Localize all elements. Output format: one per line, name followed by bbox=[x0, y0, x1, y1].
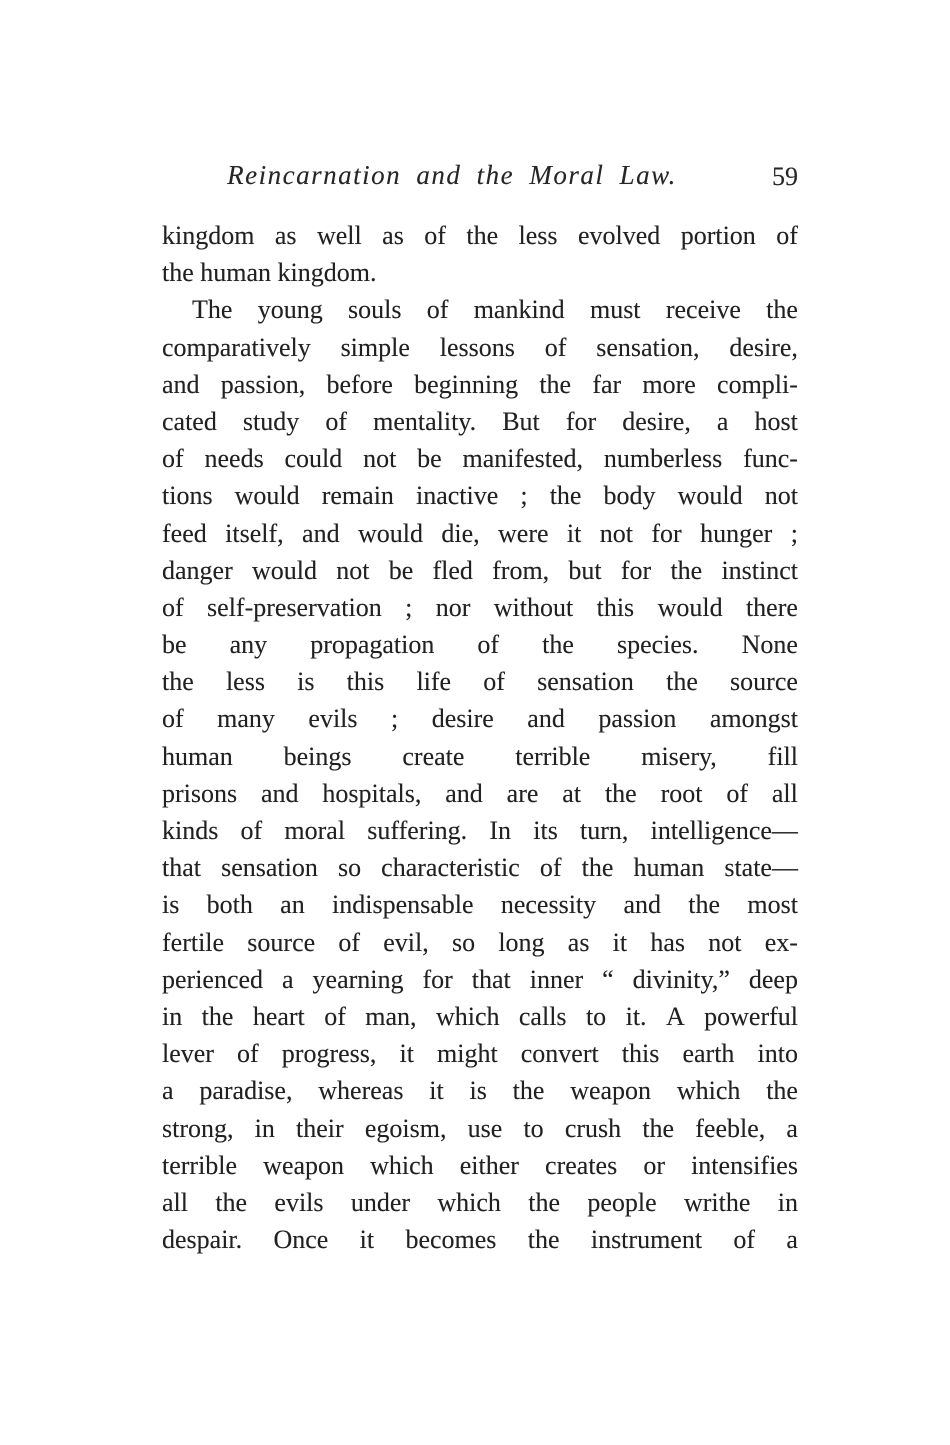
header-title: Reincarnation and the Moral Law. bbox=[227, 160, 677, 190]
running-header bbox=[162, 160, 798, 194]
text-line: The young souls of mankind must receive the bbox=[192, 295, 798, 325]
text-line: strong, in their egoism, use to crush the feeble, a bbox=[162, 1113, 798, 1143]
text-line: lever of progress, it might convert this earth into bbox=[162, 1039, 798, 1069]
text-line: kingdom as well as of the less evolved portion of bbox=[162, 221, 798, 250]
text-line: human beings create terrible misery, fill bbox=[162, 741, 798, 771]
text-line: perienced a yearning for that inner “ divinity,” deep bbox=[162, 964, 798, 994]
text-line: that sensation so characteristic of the human state— bbox=[162, 853, 798, 883]
text-line: feed itself, and would die, were it not for hunger ; bbox=[162, 518, 798, 548]
text-line: and passion, before beginning the far more compli- bbox=[162, 369, 798, 399]
text-line: be any propagation of the species. None bbox=[162, 630, 798, 660]
text-line: of self-preservation ; nor without this would there bbox=[162, 592, 798, 622]
text-line: the human kingdom. bbox=[162, 258, 377, 288]
text-line: tions would remain inactive ; the body would not bbox=[162, 481, 798, 511]
text-line: terrible weapon which either creates or intensifies bbox=[162, 1150, 798, 1180]
text-line: is both an indispensable necessity and the most bbox=[162, 890, 798, 920]
text-line: in the heart of man, which calls to it. A powerful bbox=[162, 1001, 798, 1031]
text-line: of many evils ; desire and passion amongst bbox=[162, 704, 798, 734]
body-text bbox=[162, 217, 798, 1258]
text-line: comparatively simple lessons of sensation, desire, bbox=[162, 332, 798, 362]
text-line: cated study of mentality. But for desire, a host bbox=[162, 406, 798, 436]
text-line: kinds of moral suffering. In its turn, intelligence— bbox=[162, 816, 798, 845]
page-number: 59 bbox=[772, 162, 798, 191]
text-line: a paradise, whereas it is the weapon which the bbox=[162, 1076, 798, 1106]
text-line: the less is this life of sensation the source bbox=[162, 667, 798, 697]
text-line: prisons and hospitals, and are at the root of all bbox=[162, 778, 798, 808]
text-line: fertile source of evil, so long as it has not ex- bbox=[162, 927, 798, 957]
text-line: danger would not be fled from, but for the instinct bbox=[162, 555, 798, 585]
text-line: of needs could not be manifested, numberless func- bbox=[162, 444, 798, 474]
text-line: despair. Once it becomes the instrument of a bbox=[162, 1225, 798, 1255]
text-line: all the evils under which the people writhe in bbox=[162, 1187, 798, 1217]
